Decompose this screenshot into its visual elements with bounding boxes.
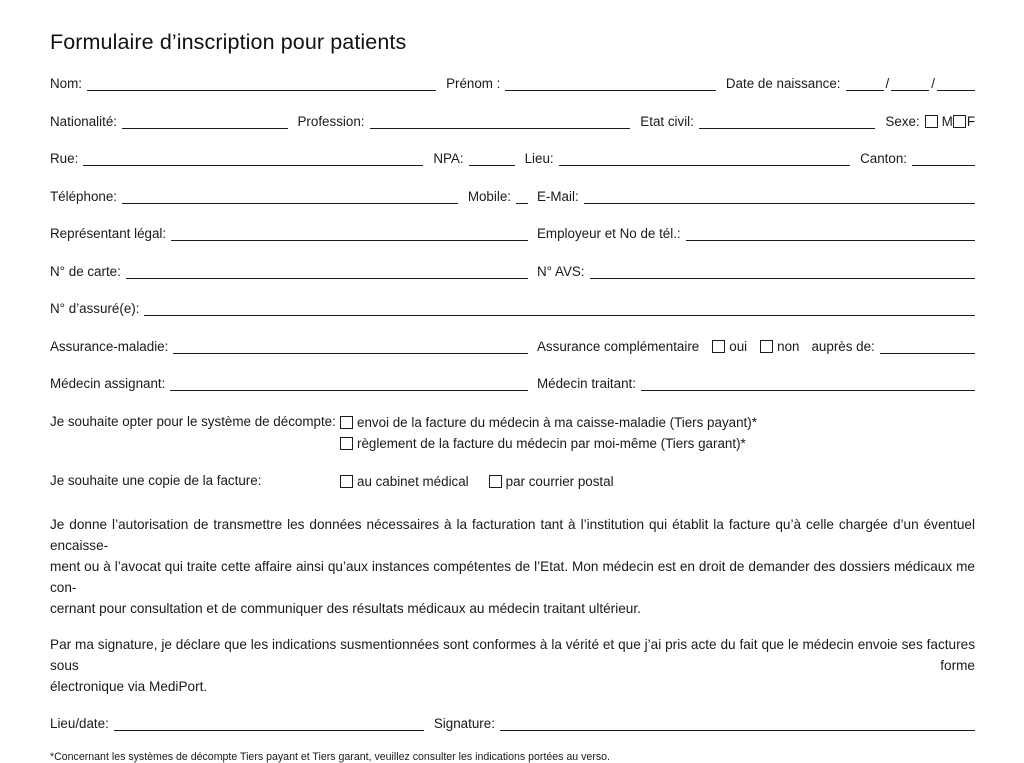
assurance-maladie-line[interactable] [173, 339, 528, 354]
date-segment-2[interactable] [891, 76, 929, 91]
declaration-line: électronique via MediPort. [50, 678, 208, 694]
sexe-label: Sexe: [885, 113, 920, 129]
npa-line[interactable] [469, 151, 515, 166]
date-separator: / [931, 76, 935, 91]
no-assure-label: N° d’assuré(e): [50, 301, 140, 316]
row-address [50, 149, 975, 166]
declaration-line: Par ma signature, je déclare que les indications susmentionnées sont conformes à la vérité et que j’ai pris acte du fait que le médecin envoie ses factures sous forme [50, 636, 975, 673]
row-contact [50, 187, 975, 204]
row-representative [50, 224, 975, 241]
aupres-de-label: auprès de: [811, 338, 875, 354]
copie-options [340, 471, 975, 492]
decompte-section [50, 412, 975, 454]
sexe-m-label: M [941, 113, 953, 129]
copie-section [50, 471, 975, 492]
signature-label: Signature: [433, 715, 495, 731]
copie-cabinet-checkbox[interactable] [340, 475, 353, 488]
copie-courrier-label: par courrier postal [505, 473, 614, 489]
copie-label: Je souhaite une copie de la facture: [50, 472, 262, 488]
row-card-number [50, 262, 975, 279]
copie-cabinet-label: au cabinet médical [357, 473, 469, 489]
medecin-traitant-label: Médecin traitant: [537, 376, 636, 391]
mobile-line[interactable] [516, 189, 528, 204]
signature-line[interactable] [500, 716, 975, 731]
npa-label: NPA: [433, 151, 464, 166]
no-carte-line[interactable] [126, 264, 528, 279]
nom-line[interactable] [87, 76, 436, 91]
prenom-label: Prénom : [446, 76, 501, 91]
tiers-garant-label: règlement de la facture du médecin par moi-même (Tiers garant)* [357, 435, 746, 451]
tiers-payant-label: envoi de la facture du médecin à ma caisse-maladie (Tiers payant)* [357, 414, 757, 430]
telephone-label: Téléphone: [50, 188, 118, 204]
declaration-paragraph [50, 634, 975, 697]
assurance-comp-oui-checkbox[interactable] [712, 340, 725, 353]
rue-label: Rue: [50, 151, 79, 166]
etat-civil-line[interactable] [699, 114, 876, 129]
row-civil [50, 112, 975, 129]
date-segment-3[interactable] [937, 76, 975, 91]
row-signature [50, 714, 975, 731]
medecin-assignant-label: Médecin assignant: [50, 376, 166, 391]
employeur-label: Employeur et No de tél.: [537, 226, 681, 241]
non-label: non [777, 338, 800, 354]
date-separator: / [885, 76, 890, 91]
no-assure-line[interactable] [144, 301, 975, 316]
authorization-line: cernant pour consultation et de communiquer des résultats médicaux au médecin traitant ultérieur. [50, 600, 641, 616]
etat-civil-label: Etat civil: [640, 113, 694, 129]
representant-legal-line[interactable] [171, 226, 528, 241]
aupres-de-line[interactable] [880, 339, 975, 354]
rue-line[interactable] [83, 151, 423, 166]
no-carte-label: N° de carte: [50, 263, 121, 279]
nationalite-label: Nationalité: [50, 113, 117, 129]
sexe-f-label: F [966, 113, 975, 129]
representant-legal-label: Représentant légal: [50, 226, 167, 241]
row-name [50, 74, 975, 91]
authorization-line: ment ou à l’avocat qui traite cette affaire ainsi qu’aux instances compétentes de l’Etat. Mon médecin est en droit de demander des dossiers médicaux me con- [50, 558, 975, 595]
profession-label: Profession: [297, 113, 365, 129]
decompte-option-tiers-payant [340, 412, 975, 433]
decompte-label: Je souhaite opter pour le système de décompte: [50, 413, 336, 429]
nationalite-line[interactable] [122, 114, 288, 129]
row-insurance [50, 337, 975, 354]
page-title: Formulaire d’inscription pour patients [50, 30, 407, 54]
decompte-option-tiers-garant [340, 433, 975, 454]
lieu-date-label: Lieu/date: [50, 715, 109, 731]
medecin-traitant-line[interactable] [641, 376, 975, 391]
prenom-line[interactable] [505, 76, 715, 91]
date-naissance-label: Date de naissance: [725, 76, 841, 91]
nom-label: Nom: [50, 76, 82, 91]
assurance-maladie-label: Assurance-maladie: [50, 338, 169, 354]
no-avs-line[interactable] [590, 264, 975, 279]
authorization-line: Je donne l’autorisation de transmettre les données nécessaires à la facturation tant à l’institution qui établit la facture qu’à celle chargée d’un éventuel encaisse- [50, 516, 975, 553]
assurance-comp-non-checkbox[interactable] [760, 340, 773, 353]
profession-line[interactable] [370, 114, 631, 129]
canton-label: Canton: [860, 151, 907, 166]
mobile-label: Mobile: [467, 188, 511, 204]
lieu-label: Lieu: [524, 151, 554, 166]
lieu-line[interactable] [559, 151, 850, 166]
email-label: E-Mail: [537, 188, 579, 204]
date-segment-1[interactable] [846, 76, 884, 91]
no-avs-label: N° AVS: [537, 263, 585, 279]
authorization-paragraph [50, 514, 975, 619]
tiers-payant-checkbox[interactable] [340, 416, 353, 429]
sexe-m-checkbox[interactable] [925, 115, 938, 128]
telephone-line[interactable] [122, 189, 458, 204]
row-insured-number [50, 299, 975, 316]
tiers-garant-checkbox[interactable] [340, 437, 353, 450]
email-line[interactable] [584, 189, 975, 204]
lieu-date-line[interactable] [114, 716, 424, 731]
assurance-complementaire-label: Assurance complémentaire [537, 338, 700, 354]
oui-label: oui [729, 338, 748, 354]
copie-courrier-checkbox[interactable] [489, 475, 502, 488]
canton-line[interactable] [912, 151, 975, 166]
sexe-f-checkbox[interactable] [953, 115, 966, 128]
employeur-line[interactable] [686, 226, 975, 241]
footnote: *Concernant les systèmes de décompte Tiers payant et Tiers garant, veuillez consulter les indications portées au verso. [50, 751, 610, 763]
medecin-assignant-line[interactable] [170, 376, 528, 391]
row-doctors [50, 374, 975, 391]
